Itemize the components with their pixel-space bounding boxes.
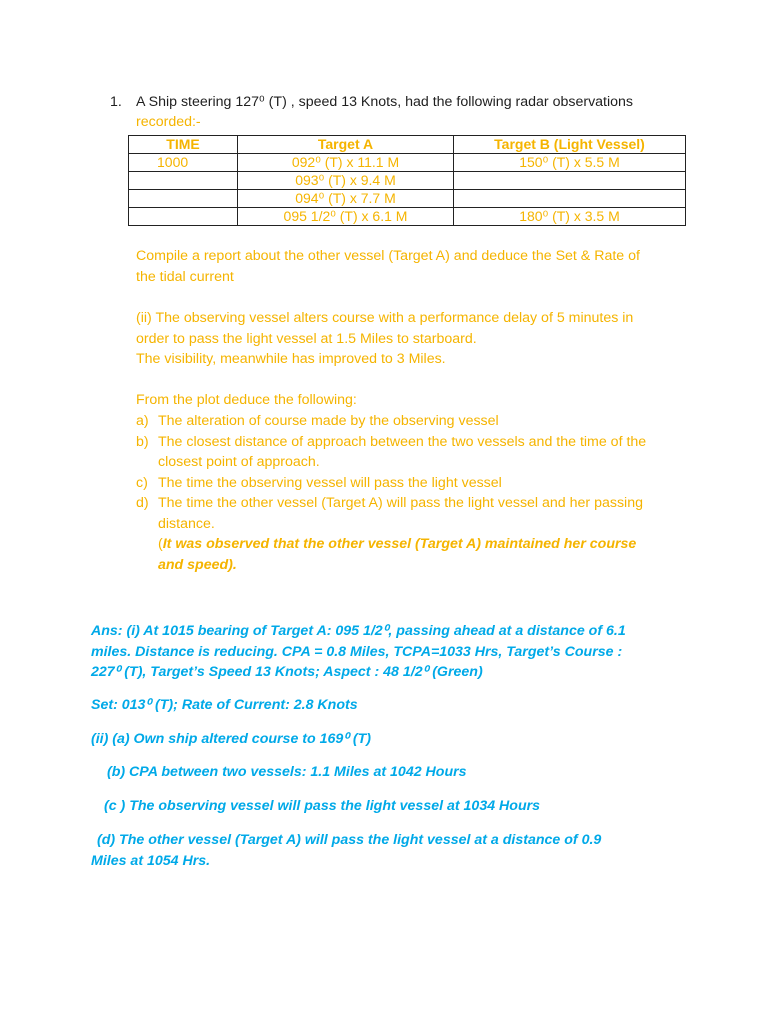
answer-line-1: Ans: (i) At 1015 bearing of Target A: 095 1/2⁰, passing ahead at a distance of 6.1 — [91, 623, 626, 639]
observation-note — [136, 534, 696, 575]
compile-instruction — [136, 246, 696, 287]
compile-line-1: Compile a report about the other vessel (Target A) and deduce the Set & Rate of — [136, 248, 640, 264]
note-line-2: and speed). — [158, 556, 237, 573]
answer-line-3: 227⁰ (T), Target’s Speed 13 Knots; Aspect : 48 1/2⁰ (Green) — [91, 664, 483, 680]
note-line-1: It was observed that the other vessel (Target A) maintained her course — [162, 536, 637, 552]
cell-target-b — [454, 172, 686, 190]
list-item — [136, 411, 696, 432]
answer-line-2: miles. Distance is reducing. CPA = 0.8 Miles, TCPA=1033 Hrs, Target’s Course : — [91, 643, 623, 660]
list-item-line-2: closest point of approach. — [158, 454, 320, 470]
question-line-2: recorded:- — [136, 114, 201, 130]
table-row — [129, 208, 686, 226]
cell-time — [129, 172, 238, 190]
list-marker: b) — [136, 433, 149, 450]
header-target-b: Target B (Light Vessel) — [454, 136, 686, 154]
list-marker: a) — [136, 413, 149, 429]
answer-ii-d-line-2: Miles at 1054 Hrs. — [91, 852, 211, 869]
table-row — [129, 154, 686, 172]
table-header-row — [129, 136, 686, 154]
cell-target-a: 092⁰ (T) x 11.1 M — [238, 154, 454, 172]
list-item — [136, 432, 696, 473]
part-two-line-1: (ii) The observing vessel alters course with a performance delay of 5 minutes in — [136, 310, 634, 326]
cell-target-a: 094⁰ (T) x 7.7 M — [238, 190, 454, 208]
header-time: TIME — [129, 136, 238, 154]
compile-line-2: the tidal current — [136, 268, 234, 285]
deduce-intro: From the plot deduce the following: — [136, 392, 357, 408]
cell-target-b: 180⁰ (T) x 3.5 M — [454, 208, 686, 226]
question-intro — [110, 92, 696, 132]
answer-set-rate: Set: 013⁰ (T); Rate of Current: 2.8 Knots — [91, 697, 358, 713]
part-two-instruction — [136, 308, 696, 370]
list-item — [136, 493, 696, 534]
list-item — [136, 473, 696, 494]
list-item-line-1: The alteration of course made by the observing vessel — [158, 413, 499, 429]
list-item-line-1: The time the observing vessel will pass the light vessel — [158, 474, 502, 491]
table-row — [129, 190, 686, 208]
list-item-line-2: distance. — [158, 515, 215, 532]
header-target-a: Target A — [238, 136, 454, 154]
table-row — [129, 172, 686, 190]
answer-ii-d — [91, 830, 681, 871]
answer-ii-a: (ii) (a) Own ship altered course to 169⁰ (T) — [91, 731, 372, 747]
part-two-line-3: The visibility, meanwhile has improved to 3 Miles. — [136, 351, 446, 367]
cell-target-a: 095 1/2⁰ (T) x 6.1 M — [238, 208, 454, 226]
deduce-list — [136, 411, 696, 575]
cell-time — [129, 190, 238, 208]
cell-target-b: 150⁰ (T) x 5.5 M — [454, 154, 686, 172]
part-two-line-2: order to pass the light vessel at 1.5 Miles to starboard. — [136, 330, 477, 347]
answer-ii-c: (c ) The observing vessel will pass the light vessel at 1034 Hours — [104, 798, 541, 814]
radar-observations-table — [128, 135, 686, 226]
cell-target-a: 093⁰ (T) x 9.4 M — [238, 172, 454, 190]
answer-ii-d-line-1: (d) The other vessel (Target A) will pass the light vessel at a distance of 0.9 — [97, 832, 602, 848]
answer-ii-b: (b) CPA between two vessels: 1.1 Miles at 1042 Hours — [107, 764, 467, 780]
list-item-line-1: The closest distance of approach between the two vessels and the time of the — [158, 433, 647, 450]
question-line-1: A Ship steering 127⁰ (T) , speed 13 Knots, had the following radar observations — [136, 94, 634, 110]
cell-time — [129, 208, 238, 226]
note-open-paren: ( — [158, 536, 163, 552]
list-marker: d) — [136, 495, 149, 511]
question-number: 1. — [110, 94, 122, 110]
list-marker: c) — [136, 474, 148, 491]
cell-time: 1000 — [129, 154, 238, 172]
list-item-line-1: The time the other vessel (Target A) will pass the light vessel and her passing — [158, 495, 643, 511]
answer-part-one — [91, 621, 681, 683]
cell-target-b — [454, 190, 686, 208]
